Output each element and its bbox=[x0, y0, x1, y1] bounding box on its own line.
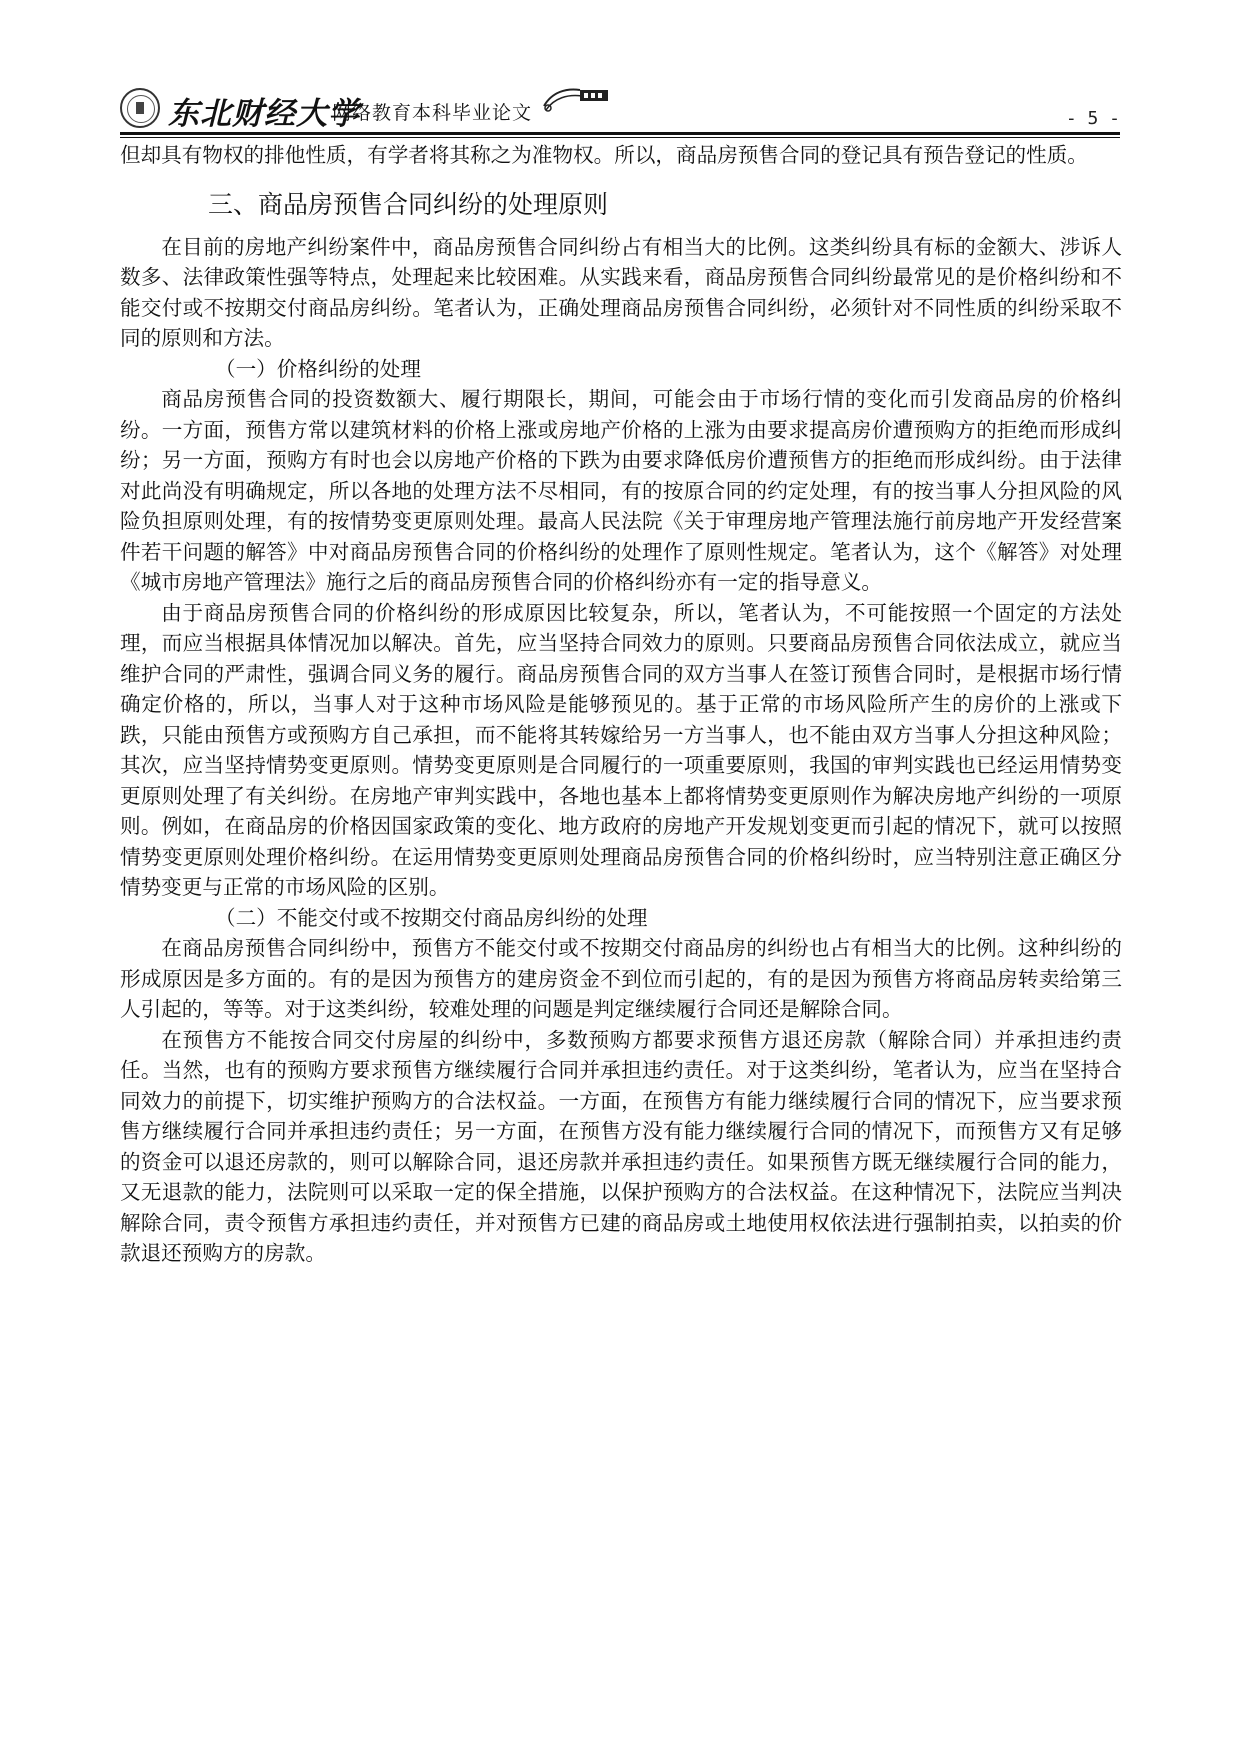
paragraph: 在预售方不能按合同交付房屋的纠纷中，多数预购方都要求预售方退还房款（解除合同）并承担违约责任。当然，也有的预购方要求预售方继续履行合同并承担违约责任。对于这类纠纷，笔者认为，应当在坚持合同效力的前提下，切实维护预购方的合法权益。一方面，在预售方有能力继续履行合同的情况下，应当要求预售方继续履行合同并承担违约责任；另一方面，在预售方没有能力继续履行合同的情况下，而预售方又有足够的资金可以退还房款的，则可以解除合同，退还房款并承担违约责任。如果预售方既无继续履行合同的能力，又无退款的能力，法院则可以采取一定的保全措施，以保护预购方的合法权益。在这种情况下，法院应当判决解除合同，责令预售方承担违约责任，并对预售方已建的商品房或土地使用权依法进行强制拍卖，以拍卖的价款退还预购方的房款。 bbox=[120, 1027, 1122, 1265]
paragraph: 在商品房预售合同纠纷中，预售方不能交付或不按期交付商品房的纠纷也占有相当大的比例。这种纠纷的形成原因是多方面的。有的是因为预售方的建房资金不到位而引起的，有的是因为预售方将商品房转卖给第三人引起的，等等。对于这类纠纷，较难处理的问题是判定继续履行合同还是解除合同。 bbox=[120, 936, 1122, 1021]
paragraph: 商品房预售合同的投资数额大、履行期限长，期间，可能会由于市场行情的变化而引发商品房的价格纠纷。一方面，预售方常以建筑材料的价格上涨或房地产价格的上涨为由要求提高房价遭预购方的拒绝而形成纠纷；另一方面，预购方有时也会以房地产价格的下跌为由要求降低房价遭预售方的拒绝而形成纠纷。由于法律对此尚没有明确规定，所以各地的处理方法不尽相同，有的按原合同的约定处理，有的按当事人分担风险的风险负担原则处理，有的按情势变更原则处理。最高人民法院《关于审理房地产管理法施行前房地产开发经营案件若干问题的解答》中对商品房预售合同的价格纠纷的处理作了原则性规定。笔者认为，这个《解答》对处理《城市房地产管理法》施行之后的商品房预售合同的价格纠纷亦有一定的指导意义。 bbox=[120, 387, 1122, 594]
paragraph: 但却具有物权的排他性质，有学者将其称之为准物权。所以，商品房预售合同的登记具有预告登记的性质。 bbox=[120, 143, 1088, 167]
header-rule bbox=[120, 132, 1120, 135]
university-seal-icon bbox=[120, 88, 160, 128]
header-rule-thin bbox=[120, 137, 1120, 138]
dufe-logo-icon bbox=[540, 84, 610, 114]
paragraph: 在目前的房地产纠纷案件中，商品房预售合同纠纷占有相当大的比例。这类纠纷具有标的金额大、涉诉人数多、法律政策性强等特点，处理起来比较困难。从实践来看，商品房预售合同纠纷最常见的是价格纠纷和不能交付或不按期交付商品房纠纷。笔者认为，正确处理商品房预售合同纠纷，必须针对不同性质的纠纷采取不同的原则和方法。 bbox=[120, 234, 1122, 350]
page-header bbox=[120, 84, 1120, 142]
section-heading: 三、商品房预售合同纠纷的处理原则 bbox=[208, 189, 609, 219]
subsection-heading: （二）不能交付或不按期交付商品房纠纷的处理 bbox=[215, 905, 648, 930]
subsection-heading: （一）价格纠纷的处理 bbox=[215, 356, 421, 381]
header-subtitle: 网络教育本科毕业论文 bbox=[332, 102, 533, 124]
document-body bbox=[120, 140, 1122, 1269]
page-number: - 5 - bbox=[1065, 108, 1120, 129]
university-name: 东北财经大学 bbox=[168, 96, 360, 132]
paragraph: 由于商品房预售合同的价格纠纷的形成原因比较复杂，所以，笔者认为，不可能按照一个固定的方法处理，而应当根据具体情况加以解决。首先，应当坚持合同效力的原则。只要商品房预售合同依法成立，就应当维护合同的严肃性，强调合同义务的履行。商品房预售合同的双方当事人在签订预售合同时，是根据市场行情确定价格的，所以，当事人对于这种市场风险是能够预见的。基于正常的市场风险所产生的房价的上涨或下跌，只能由预售方或预购方自己承担，而不能将其转嫁给另一方当事人，也不能由双方当事人分担这种风险；其次，应当坚持情势变更原则。情势变更原则是合同履行的一项重要原则，我国的审判实践也已经运用情势变更原则处理了有关纠纷。在房地产审判实践中，各地也基本上都将情势变更原则作为解决房地产纠纷的一项原则。例如，在商品房的价格因国家政策的变化、地方政府的房地产开发规划变更而引起的情况下，就可以按照情势变更原则处理价格纠纷。在运用情势变更原则处理商品房预售合同的价格纠纷时，应当特别注意正确区分情势变更与正常的市场风险的区别。 bbox=[120, 600, 1122, 899]
